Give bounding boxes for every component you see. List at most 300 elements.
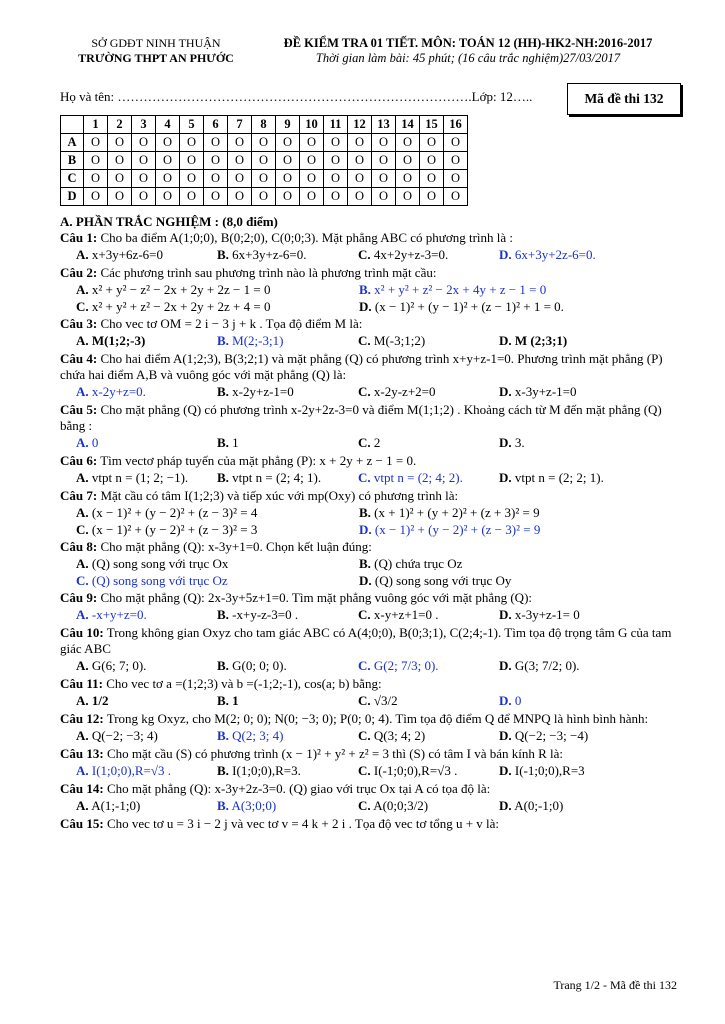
question-stem	[60, 453, 678, 469]
answer-option[interactable]	[217, 607, 358, 623]
answer-grid-col-header: 6	[204, 116, 228, 134]
option-text: M(-3;1;2)	[373, 333, 426, 348]
answer-bubble[interactable]: O	[252, 188, 276, 206]
option-letter: B.	[217, 763, 229, 778]
answer-grid-col-header: 12	[348, 116, 372, 134]
answer-grid-col-header: 5	[180, 116, 204, 134]
answer-option[interactable]	[358, 763, 499, 779]
answer-option[interactable]	[76, 299, 359, 315]
answer-grid-row	[61, 170, 468, 188]
answer-option[interactable]	[76, 573, 359, 589]
question-stem	[60, 676, 678, 692]
answer-option[interactable]	[358, 247, 499, 263]
answer-option[interactable]	[76, 556, 359, 572]
answer-option[interactable]	[358, 470, 499, 486]
question-block	[60, 488, 678, 538]
answer-bubble[interactable]: O	[132, 188, 156, 206]
question-stem	[60, 625, 678, 657]
answer-bubble[interactable]: O	[372, 134, 396, 152]
option-text: (x + 1)² + (y + 2)² + (z + 3)² = 9	[374, 505, 540, 520]
answer-bubble[interactable]: O	[396, 188, 420, 206]
option-text: x² + y² + z² − 2x + 4y + z − 1 = 0	[374, 282, 547, 297]
option-letter: B.	[217, 693, 229, 708]
option-row	[76, 798, 678, 814]
option-text: G(6; 7; 0).	[91, 658, 147, 673]
option-letter: A.	[76, 693, 89, 708]
question-label: Câu 11:	[60, 676, 103, 691]
answer-option[interactable]	[499, 470, 640, 486]
answer-bubble[interactable]: O	[84, 134, 108, 152]
option-text: A(3;0;0)	[231, 798, 277, 813]
option-text: x-3y+z-1=0	[514, 384, 577, 399]
question-stem	[60, 230, 678, 246]
answer-option[interactable]	[217, 798, 358, 814]
answer-bubble[interactable]: O	[372, 152, 396, 170]
question-label: Câu 14:	[60, 781, 104, 796]
question-stem	[60, 539, 678, 555]
answer-bubble[interactable]: O	[420, 152, 444, 170]
answer-grid-col-header: 9	[276, 116, 300, 134]
answer-bubble[interactable]: O	[348, 152, 372, 170]
answer-bubble[interactable]: O	[420, 170, 444, 188]
question-block	[60, 711, 678, 744]
answer-option[interactable]	[499, 798, 640, 814]
school-header	[56, 36, 256, 66]
question-text: Cho mặt cầu (S) có phương trình (x − 1)² + y² + z² = 3 thì (S) có tâm I và bán kính R là:	[106, 746, 564, 761]
answer-option[interactable]	[76, 470, 217, 486]
answer-bubble[interactable]: O	[372, 188, 396, 206]
option-letter: D.	[499, 333, 512, 348]
option-row	[76, 763, 678, 779]
question-block	[60, 453, 678, 486]
answer-option[interactable]	[358, 333, 499, 349]
option-letter: C.	[358, 470, 371, 485]
answer-option[interactable]	[217, 435, 358, 451]
question-block	[60, 625, 678, 674]
option-text: M(1;2;-3)	[91, 333, 146, 348]
answer-bubble[interactable]: O	[300, 170, 324, 188]
option-text: x-3y+z-1= 0	[514, 607, 580, 622]
exam-content	[60, 214, 678, 832]
answer-bubble[interactable]: O	[300, 188, 324, 206]
answer-bubble[interactable]: O	[276, 188, 300, 206]
option-row	[76, 693, 678, 709]
question-label: Câu 13:	[60, 746, 104, 761]
answer-grid-row	[61, 152, 468, 170]
option-row	[76, 728, 678, 744]
question-label: Câu 9:	[60, 590, 98, 605]
answer-option[interactable]	[499, 384, 640, 400]
question-block	[60, 402, 678, 451]
question-block	[60, 539, 678, 589]
answer-option[interactable]	[217, 247, 358, 263]
option-text: 4x+2y+z-3=0.	[373, 247, 449, 262]
answer-option[interactable]	[217, 693, 358, 709]
option-text: Q(2; 3; 4)	[232, 728, 284, 743]
answer-option[interactable]	[499, 763, 640, 779]
option-letter: C.	[76, 573, 89, 588]
answer-bubble[interactable]: O	[372, 170, 396, 188]
answer-option[interactable]	[76, 247, 217, 263]
option-text: G(0; 0; 0).	[232, 658, 287, 673]
option-text: A(1;-1;0)	[91, 798, 141, 813]
option-text: -x+y+z=0.	[91, 607, 147, 622]
answer-option[interactable]	[76, 658, 217, 674]
answer-bubble[interactable]: O	[444, 188, 468, 206]
answer-grid-col-header: 13	[372, 116, 396, 134]
answer-bubble[interactable]: O	[180, 134, 204, 152]
option-text: 1	[232, 693, 239, 708]
answer-option[interactable]	[217, 728, 358, 744]
answer-bubble[interactable]: O	[348, 170, 372, 188]
answer-bubble[interactable]: O	[204, 170, 228, 188]
answer-bubble[interactable]: O	[180, 188, 204, 206]
option-letter: D.	[359, 522, 372, 537]
option-text: vtpt n = (2; 4; 1).	[232, 470, 322, 485]
answer-option[interactable]	[358, 798, 499, 814]
answer-option[interactable]	[217, 333, 358, 349]
question-label: Câu 12:	[60, 711, 104, 726]
answer-bubble[interactable]: O	[132, 170, 156, 188]
option-text: (Q) song song với trục Oy	[374, 573, 512, 588]
question-text: Cho mặt phẳng (Q): x-3y+2z-3=0. (Q) giao với trục Ox tại A có tọa độ là:	[106, 781, 491, 796]
answer-bubble[interactable]: O	[252, 170, 276, 188]
answer-option[interactable]	[76, 505, 359, 521]
answer-option[interactable]	[358, 658, 499, 674]
answer-option[interactable]	[76, 763, 217, 779]
option-letter: C.	[358, 247, 371, 262]
question-text: Cho vec tơ a =(1;2;3) và b =(-1;2;-1), cos(a; b) bằng:	[106, 676, 382, 691]
answer-option[interactable]	[76, 607, 217, 623]
answer-bubble[interactable]: O	[180, 170, 204, 188]
answer-option[interactable]	[499, 658, 640, 674]
question-stem	[60, 711, 678, 727]
option-text: (x − 1)² + (y − 2)² + (z − 3)² = 4	[91, 505, 258, 520]
answer-grid-col-header: 11	[324, 116, 348, 134]
answer-option[interactable]	[358, 435, 499, 451]
option-text: x² + y² + z² − 2x + 2y + 2z + 4 = 0	[91, 299, 271, 314]
option-letter: D.	[499, 470, 512, 485]
answer-bubble[interactable]: O	[108, 152, 132, 170]
answer-bubble[interactable]: O	[444, 134, 468, 152]
question-stem	[60, 781, 678, 797]
question-list	[60, 230, 678, 832]
answer-grid-row	[61, 188, 468, 206]
answer-bubble[interactable]: O	[420, 188, 444, 206]
answer-bubble[interactable]: O	[324, 188, 348, 206]
question-block	[60, 746, 678, 779]
school-dept: SỞ GDĐT NINH THUẬN	[91, 36, 221, 50]
option-text: (x − 1)² + (y − 2)² + (z − 3)² = 9	[374, 522, 541, 537]
question-label: Câu 15:	[60, 816, 104, 831]
answer-option[interactable]	[217, 384, 358, 400]
option-text: x² + y² − z² − 2x + 2y + 2z − 1 = 0	[91, 282, 271, 297]
question-block	[60, 351, 678, 400]
answer-option[interactable]	[358, 728, 499, 744]
answer-bubble[interactable]: O	[276, 134, 300, 152]
option-text: I(-1;0;0),R=3	[514, 763, 585, 778]
answer-option[interactable]	[76, 798, 217, 814]
answer-option[interactable]	[76, 522, 359, 538]
answer-bubble[interactable]: O	[132, 152, 156, 170]
option-letter: D.	[499, 798, 512, 813]
answer-bubble[interactable]: O	[108, 188, 132, 206]
answer-bubble[interactable]: O	[420, 134, 444, 152]
question-text: Các phương trình sau phương trình nào là phương trình mặt cầu:	[100, 265, 437, 280]
answer-grid-col-header: 2	[108, 116, 132, 134]
question-stem	[60, 402, 678, 434]
answer-option[interactable]	[359, 522, 642, 538]
option-letter: D.	[499, 384, 512, 399]
exam-title: ĐỀ KIỂM TRA 01 TIẾT. MÔN: TOÁN 12 (HH)-HK2-NH:2016-2017	[283, 36, 653, 50]
answer-grid-col-header: 10	[300, 116, 324, 134]
option-row	[76, 282, 678, 298]
answer-bubble[interactable]: O	[204, 152, 228, 170]
option-text: G(3; 7/2; 0).	[514, 658, 580, 673]
answer-option[interactable]	[358, 607, 499, 623]
option-text: (Q) song song với trục Oz	[91, 573, 228, 588]
option-text: 6x+3y+2z-6=0.	[514, 247, 596, 262]
option-row	[76, 333, 678, 349]
option-text: x-2y+z=0.	[91, 384, 146, 399]
answer-option[interactable]	[358, 693, 499, 709]
answer-grid-col-header: 15	[420, 116, 444, 134]
option-text: Q(−2; −3; −4)	[514, 728, 589, 743]
question-text: Cho mặt phẳng (Q): 2x-3y+5z+1=0. Tìm mặt phẳng vuông góc với mặt phẳng (Q):	[100, 590, 533, 605]
answer-bubble[interactable]: O	[324, 170, 348, 188]
option-letter: A.	[76, 505, 89, 520]
answer-grid-row-label: D	[61, 188, 84, 206]
answer-bubble[interactable]: O	[84, 152, 108, 170]
answer-bubble[interactable]: O	[156, 152, 180, 170]
answer-bubble[interactable]: O	[252, 152, 276, 170]
answer-option[interactable]	[359, 299, 642, 315]
option-letter: A.	[76, 763, 89, 778]
option-text: M (2;3;1)	[514, 333, 568, 348]
option-letter: A.	[76, 728, 89, 743]
answer-bubble[interactable]: O	[204, 134, 228, 152]
answer-grid-row	[61, 134, 468, 152]
option-text: x+3y+6z-6=0	[91, 247, 163, 262]
answer-bubble[interactable]: O	[348, 188, 372, 206]
option-letter: D.	[499, 728, 512, 743]
answer-bubble[interactable]: O	[204, 188, 228, 206]
answer-bubble[interactable]: O	[276, 170, 300, 188]
question-text: Cho mặt phẳng (Q) có phương trình x-2y+2z-3=0 và điểm M(1;1;2) . Khoảng cách từ M đến mặt phẳng (Q) bằng :	[60, 402, 662, 433]
answer-bubble[interactable]: O	[300, 152, 324, 170]
answer-bubble[interactable]: O	[108, 134, 132, 152]
answer-bubble[interactable]: O	[84, 188, 108, 206]
option-row	[76, 435, 678, 451]
answer-option[interactable]	[499, 247, 640, 263]
answer-grid-col-header: 8	[252, 116, 276, 134]
option-row	[76, 470, 678, 486]
question-text: Tìm vectơ pháp tuyến của mặt phẳng (P): x + 2y + z − 1 = 0.	[100, 453, 417, 468]
option-text: A(0;0;3/2)	[373, 798, 429, 813]
question-block	[60, 781, 678, 814]
answer-bubble[interactable]: O	[228, 170, 252, 188]
option-letter: B.	[217, 470, 229, 485]
answer-grid-col-header: 16	[444, 116, 468, 134]
question-label: Câu 1:	[60, 230, 98, 245]
option-letter: D.	[359, 299, 372, 314]
option-letter: B.	[217, 435, 229, 450]
option-letter: C.	[358, 693, 371, 708]
answer-option[interactable]	[359, 573, 642, 589]
answer-grid-col-header: 7	[228, 116, 252, 134]
option-letter: A.	[76, 282, 89, 297]
answer-option[interactable]	[76, 435, 217, 451]
option-letter: C.	[358, 607, 371, 622]
answer-option[interactable]	[499, 333, 640, 349]
answer-option[interactable]	[76, 282, 359, 298]
answer-bubble[interactable]: O	[444, 170, 468, 188]
answer-option[interactable]	[217, 763, 358, 779]
exam-header	[258, 36, 678, 66]
question-block	[60, 316, 678, 349]
answer-bubble[interactable]: O	[156, 188, 180, 206]
answer-option[interactable]	[359, 505, 642, 521]
answer-bubble[interactable]: O	[84, 170, 108, 188]
exam-code-box: Mã đề thi 132	[567, 83, 681, 115]
option-text: 1	[232, 435, 239, 450]
answer-grid-row-label: A	[61, 134, 84, 152]
option-text: A(0;-1;0)	[514, 798, 564, 813]
option-row	[76, 573, 678, 589]
answer-bubble[interactable]: O	[252, 134, 276, 152]
answer-bubble[interactable]: O	[228, 134, 252, 152]
question-stem	[60, 316, 678, 332]
option-letter: B.	[359, 556, 371, 571]
question-label: Câu 3:	[60, 316, 98, 331]
option-letter: B.	[217, 798, 229, 813]
answer-bubble[interactable]: O	[324, 134, 348, 152]
option-row	[76, 522, 678, 538]
option-row	[76, 384, 678, 400]
answer-bubble[interactable]: O	[228, 188, 252, 206]
answer-option[interactable]	[217, 470, 358, 486]
option-letter: B.	[217, 658, 229, 673]
answer-bubble[interactable]: O	[396, 152, 420, 170]
option-letter: C.	[358, 798, 371, 813]
answer-option[interactable]	[76, 693, 217, 709]
student-info-line: Họ và tên: ……………………………………………………………………….Lớp: 12…..	[60, 89, 533, 104]
question-block	[60, 590, 678, 623]
answer-option[interactable]	[358, 384, 499, 400]
question-text: Cho vec tơ OM = 2 i − 3 j + k . Tọa độ điểm M là:	[100, 316, 363, 331]
answer-option[interactable]	[359, 556, 642, 572]
question-text: Trong không gian Oxyz cho tam giác ABC có A(4;0;0), B(0;3;1), C(2;4;-1). Tìm tọa độ trọng tâm G của tam giác ABC	[60, 625, 672, 656]
answer-option[interactable]	[217, 658, 358, 674]
option-text: (Q) chứa trục Oz	[374, 556, 463, 571]
option-text: 6x+3y+z-6=0.	[232, 247, 307, 262]
answer-bubble[interactable]: O	[108, 170, 132, 188]
option-text: vtpt n = (1; 2; −1).	[91, 470, 189, 485]
answer-grid-col-header: 1	[84, 116, 108, 134]
option-text: (Q) song song với trục Ox	[91, 556, 229, 571]
answer-grid-col-header: 14	[396, 116, 420, 134]
option-text: I(-1;0;0),R=√3 .	[373, 763, 458, 778]
answer-grid-corner	[61, 116, 84, 134]
answer-option[interactable]	[76, 728, 217, 744]
option-letter: A.	[76, 658, 89, 673]
answer-bubble[interactable]: O	[396, 170, 420, 188]
option-letter: B.	[217, 728, 229, 743]
option-letter: D.	[499, 658, 512, 673]
option-text: 2	[373, 435, 381, 450]
option-letter: A.	[76, 384, 89, 399]
question-label: Câu 7:	[60, 488, 98, 503]
option-row	[76, 607, 678, 623]
option-text: vtpt n = (2; 4; 2).	[373, 470, 463, 485]
option-row	[76, 658, 678, 674]
question-stem	[60, 816, 678, 832]
option-text: 1/2	[91, 693, 109, 708]
option-letter: D.	[499, 693, 512, 708]
option-letter: B.	[217, 607, 229, 622]
answer-grid-row-label: C	[61, 170, 84, 188]
option-letter: A.	[76, 333, 89, 348]
option-row	[76, 556, 678, 572]
option-letter: A.	[76, 435, 89, 450]
option-text: I(1;0;0),R=3.	[232, 763, 301, 778]
question-text: Mặt cầu có tâm I(1;2;3) và tiếp xúc với mp(Oxy) có phương trình là:	[100, 488, 459, 503]
option-letter: D.	[499, 607, 512, 622]
answer-bubble[interactable]: O	[396, 134, 420, 152]
answer-bubble[interactable]: O	[348, 134, 372, 152]
option-letter: C.	[358, 333, 371, 348]
answer-bubble[interactable]: O	[156, 134, 180, 152]
answer-option[interactable]	[359, 282, 642, 298]
option-text: x-2y-z+2=0	[373, 384, 436, 399]
answer-option[interactable]	[76, 384, 217, 400]
option-text: vtpt n = (2; 2; 1).	[514, 470, 604, 485]
question-label: Câu 2:	[60, 265, 98, 280]
option-letter: B.	[217, 384, 229, 399]
answer-bubble[interactable]: O	[444, 152, 468, 170]
answer-bubble[interactable]: O	[300, 134, 324, 152]
answer-bubble[interactable]: O	[228, 152, 252, 170]
answer-option[interactable]	[499, 435, 640, 451]
answer-bubble[interactable]: O	[132, 134, 156, 152]
answer-option[interactable]	[499, 607, 640, 623]
option-text: 0	[514, 693, 522, 708]
answer-bubble[interactable]: O	[180, 152, 204, 170]
option-text: G(2; 7/3; 0).	[373, 658, 439, 673]
section-title: A. PHẦN TRẮC NGHIỆM : (8,0 điểm)	[60, 214, 278, 229]
option-letter: D.	[499, 435, 512, 450]
answer-option[interactable]	[76, 333, 217, 349]
answer-option[interactable]	[499, 693, 640, 709]
question-text: Cho vec tơ u = 3 i − 2 j và vec tơ v = 4 k + 2 i . Tọa độ vec tơ tổng u + v là:	[106, 816, 500, 831]
option-letter: C.	[358, 435, 371, 450]
answer-option[interactable]	[499, 728, 640, 744]
exam-info: Thời gian làm bài: 45 phút; (16 câu trắc nghiệm)27/03/2017	[315, 51, 621, 65]
option-letter: B.	[359, 505, 371, 520]
question-text: Cho ba điểm A(1;0;0), B(0;2;0), C(0;0;3). Mặt phẳng ABC có phương trình là :	[100, 230, 514, 245]
question-text: Cho mặt phẳng (Q): x-3y+1=0. Chọn kết luận đúng:	[100, 539, 372, 554]
option-text: x-2y+z-1=0	[232, 384, 294, 399]
option-text: Q(3; 4; 2)	[373, 728, 426, 743]
answer-bubble[interactable]: O	[156, 170, 180, 188]
answer-bubble[interactable]: O	[324, 152, 348, 170]
option-text: x-y+z+1=0 .	[373, 607, 439, 622]
question-block	[60, 816, 678, 832]
answer-bubble[interactable]: O	[276, 152, 300, 170]
question-stem	[60, 590, 678, 606]
question-stem	[60, 488, 678, 504]
school-name: TRƯỜNG THPT AN PHƯỚC	[78, 51, 234, 65]
